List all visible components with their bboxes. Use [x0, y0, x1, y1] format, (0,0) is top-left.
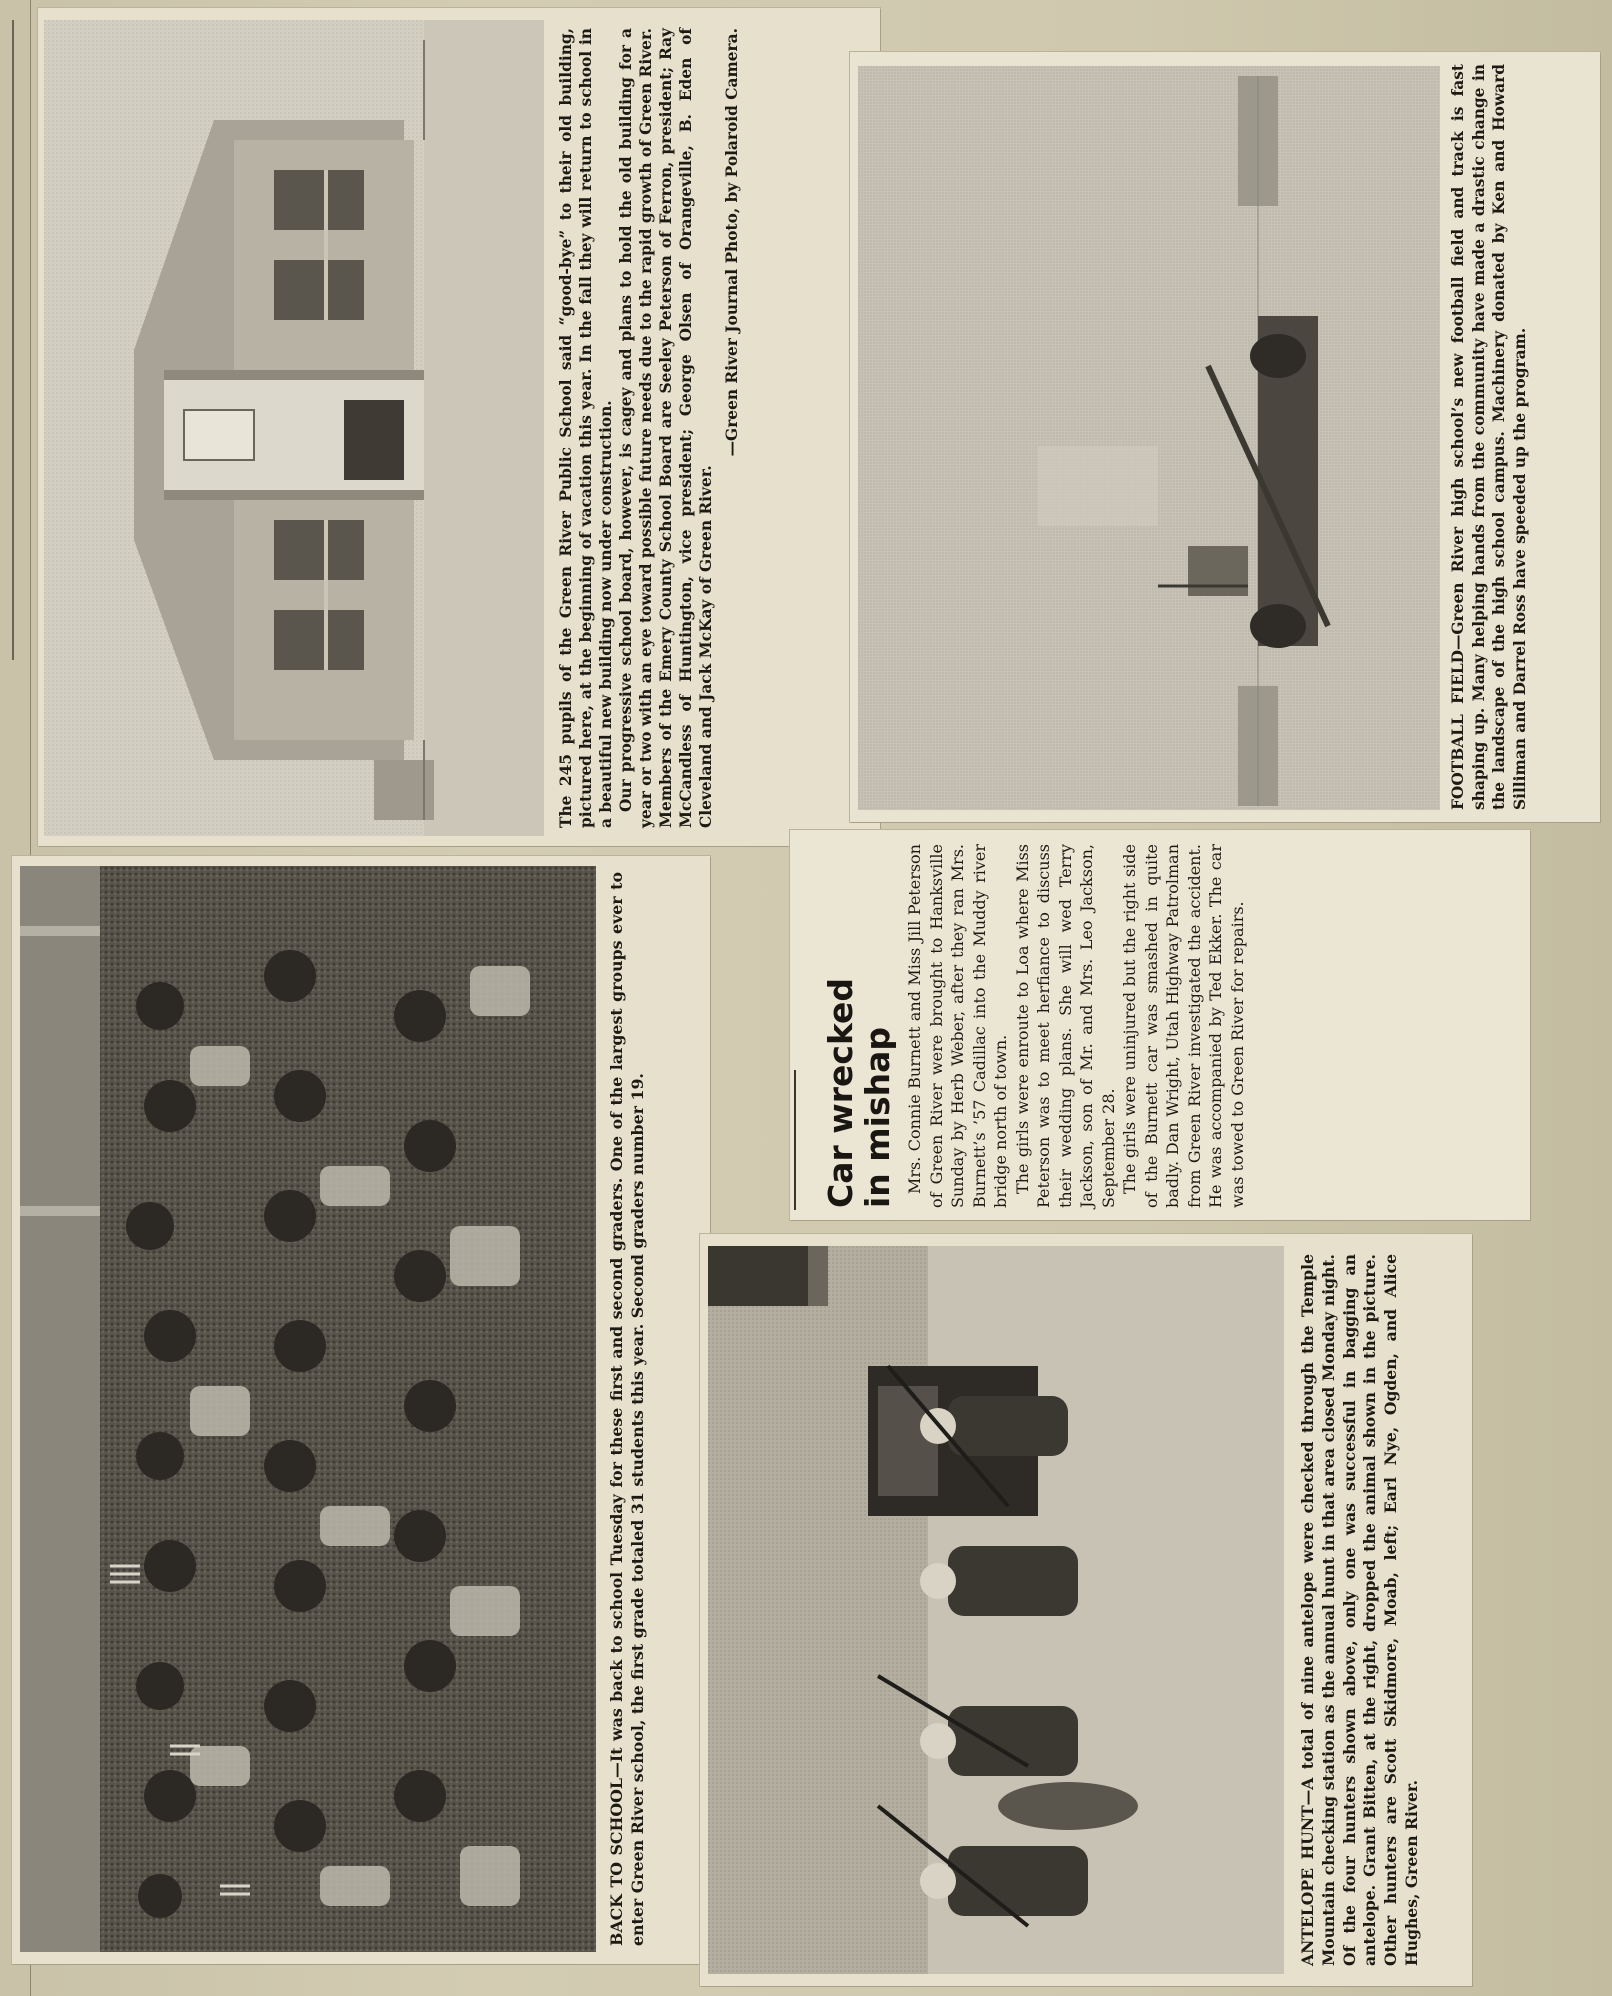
antelope-hunt-text: A total of nine antelope were checked through the Temple Mountain checking station as the annual hunt in that area closed Monday night. Of the four hunters shown above, only one was successful in bagging an antelope. Grant Bitten, at the right, dropped the animal shown in the picture. Other hunters are Scott Skidmore, Moab, left; Earl Nye, Ogden, and Alice Hughes, Green River. — [1298, 1254, 1421, 1966]
back-to-school-heading: BACK TO SCHOOL— — [607, 1762, 626, 1946]
back-to-school-caption — [606, 872, 648, 1946]
back-to-school-caption-block — [602, 864, 702, 1954]
school-building-clipping — [38, 8, 880, 846]
hunters-image — [708, 1246, 1284, 1974]
car-wrecked-paragraph-1: Mrs. Connie Burnett and Miss Jill Peterson of Green River were brought to Hanksville Sunday by Herb Weber, after they ran Mrs. Burnett’s ’57 Cadillac into the Muddy river bridge north of town. — [905, 844, 1010, 1208]
antelope-hunt-photo — [708, 1246, 1284, 1974]
school-caption-paragraph-2: Our progressive school board, however, is cagey and plans to hold the old building for a year or two with an eye toward possible future needs due to the rapid growth of Green River. Members of the Emery County School Board are Seeley Peterson of Ferron, president; Ray McCandless of Huntington, vice president; George Olsen of Orangeville, B. Eden of Cleveland and Jack McKay of Green River. — [617, 28, 715, 828]
school-building-caption-block — [550, 20, 868, 836]
back-to-school-clipping — [12, 856, 710, 1964]
top-rule — [794, 1070, 796, 1210]
football-field-clipping — [850, 52, 1600, 822]
car-wrecked-paragraph-2: The girls were enroute to Loa where Miss Peterson was to meet herfiance to discuss their wedding plans. She will wed Terry Jackson, son of Mr. and Mrs. Leo Jackson, September 28. — [1012, 844, 1118, 1208]
back-to-school-photo — [20, 866, 596, 1952]
car-wrecked-article — [814, 838, 1514, 1214]
football-caption — [1448, 64, 1530, 810]
photo-credit: —Green River Journal Photo, by Polaroid Camera. — [723, 28, 741, 457]
football-field-image — [858, 66, 1440, 810]
car-wrecked-clipping — [790, 830, 1530, 1220]
classroom-group-image — [20, 866, 596, 1952]
car-wrecked-headline-2: in mishap — [858, 1026, 897, 1208]
antelope-hunt-heading: ANTELOPE HUNT— — [1298, 1789, 1317, 1966]
antelope-hunt-caption-block — [1294, 1246, 1470, 1974]
binding-line — [12, 20, 14, 660]
school-building-image — [44, 20, 544, 836]
antelope-hunt-caption — [1298, 1254, 1423, 1966]
football-field-caption-block — [1442, 56, 1592, 818]
football-caption-heading: FOOTBALL FIELD— — [1449, 634, 1467, 810]
football-caption-text: Green River high school’s new football field and track is fast shaping up. Many helping hands from the community have made a drastic change in the landscape of the high school campus. Machinery donated by Ken and Howard Silliman and Darrel Ross have speeded up the program. — [1449, 64, 1529, 810]
back-to-school-text: It was back to school Tuesday for these first and second graders. One of the largest groups ever to enter Green River school, the first grade totaled 31 students this year. Second graders number 19. — [607, 872, 647, 1946]
school-building-photo — [44, 20, 544, 836]
car-wrecked-paragraph-3: The girls were uninjured but the right side of the Burnett car was smashed in quite badly. Dan Wright, Utah Highway Patrolman from Green River investigated the accident. He was accompanied by Ted Ekker. The car was towed to Green River for repairs. — [1120, 844, 1247, 1208]
car-wrecked-headline-1: Car wrecked — [821, 977, 860, 1208]
football-field-photo — [858, 66, 1440, 810]
school-caption-paragraph-1: The 245 pupils of the Green River Public School said “good-bye” to their old building, pictured here, at the beginning of vacation this year. In the fall they will return to school in a beautiful new building now under construction. — [557, 28, 615, 828]
antelope-hunt-clipping — [700, 1234, 1472, 1986]
